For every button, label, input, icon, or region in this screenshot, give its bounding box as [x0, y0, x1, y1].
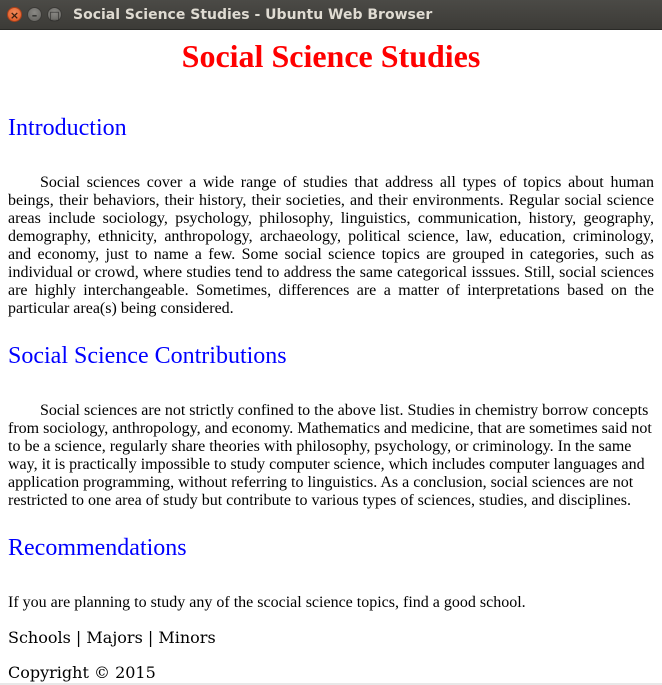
minors-link[interactable]: Minors — [158, 628, 216, 647]
close-icon: × — [9, 9, 20, 22]
copyright-notice: Copyright © 2015 — [8, 663, 156, 682]
page-title: Social Science Studies — [181, 38, 481, 74]
window-title: Social Science Studies - Ubuntu Web Browser — [73, 7, 433, 23]
page-content — [0, 30, 662, 685]
footer-nav — [8, 628, 654, 648]
minimize-window-button[interactable] — [27, 7, 42, 22]
maximize-icon: □ — [49, 9, 60, 22]
introduction-paragraph: Social sciences cover a wide range of studies that address all types of topics about human beings, their behaviors, their history, their societies, and their environments. Regular social science areas include sociology, psychology, philosophy, linguistics, communication, history, geography, demography, ethnicity, anthropology, archaeology, political science, law, education, criminology, and economy, just to name a few. Some social science topics are grouped in categories, such as individual or crowd, where studies tend to address the same categorical isssues. Still, social sciences are highly interchangeable. Sometimes, differences are a matter of interpretations based on the particular area(s) being considered. — [8, 174, 654, 317]
majors-link[interactable]: Majors — [86, 628, 143, 647]
introduction-heading: Introduction — [8, 115, 127, 141]
minimize-icon: – — [31, 9, 38, 22]
maximize-window-button[interactable] — [47, 7, 62, 22]
close-window-button[interactable] — [7, 7, 22, 22]
contributions-heading: Social Science Contributions — [8, 343, 287, 369]
window-titlebar[interactable] — [0, 0, 662, 30]
contributions-paragraph: Social sciences are not strictly confined to the above list. Studies in chemistry borrow concepts from sociology, anthropology, and economy. Mathematics and medicine, that are sometimes said not to be a science, regularly share theories with philosophy, psychology, or criminology. In the same way, it is practically impossible to study computer science, which includes computer languages and application programming, without referring to linguistics. As a conclusion, social sciences are not restricted to one area of study but contribute to various types of sciences, studies, and disciplines. — [8, 402, 652, 509]
nav-separator: | — [75, 628, 82, 647]
nav-separator: | — [147, 628, 154, 647]
recommendations-paragraph: If you are planning to study any of the scocial science topics, find a good school. — [8, 594, 526, 611]
recommendations-heading: Recommendations — [8, 535, 187, 561]
schools-link[interactable]: Schools — [8, 628, 71, 647]
